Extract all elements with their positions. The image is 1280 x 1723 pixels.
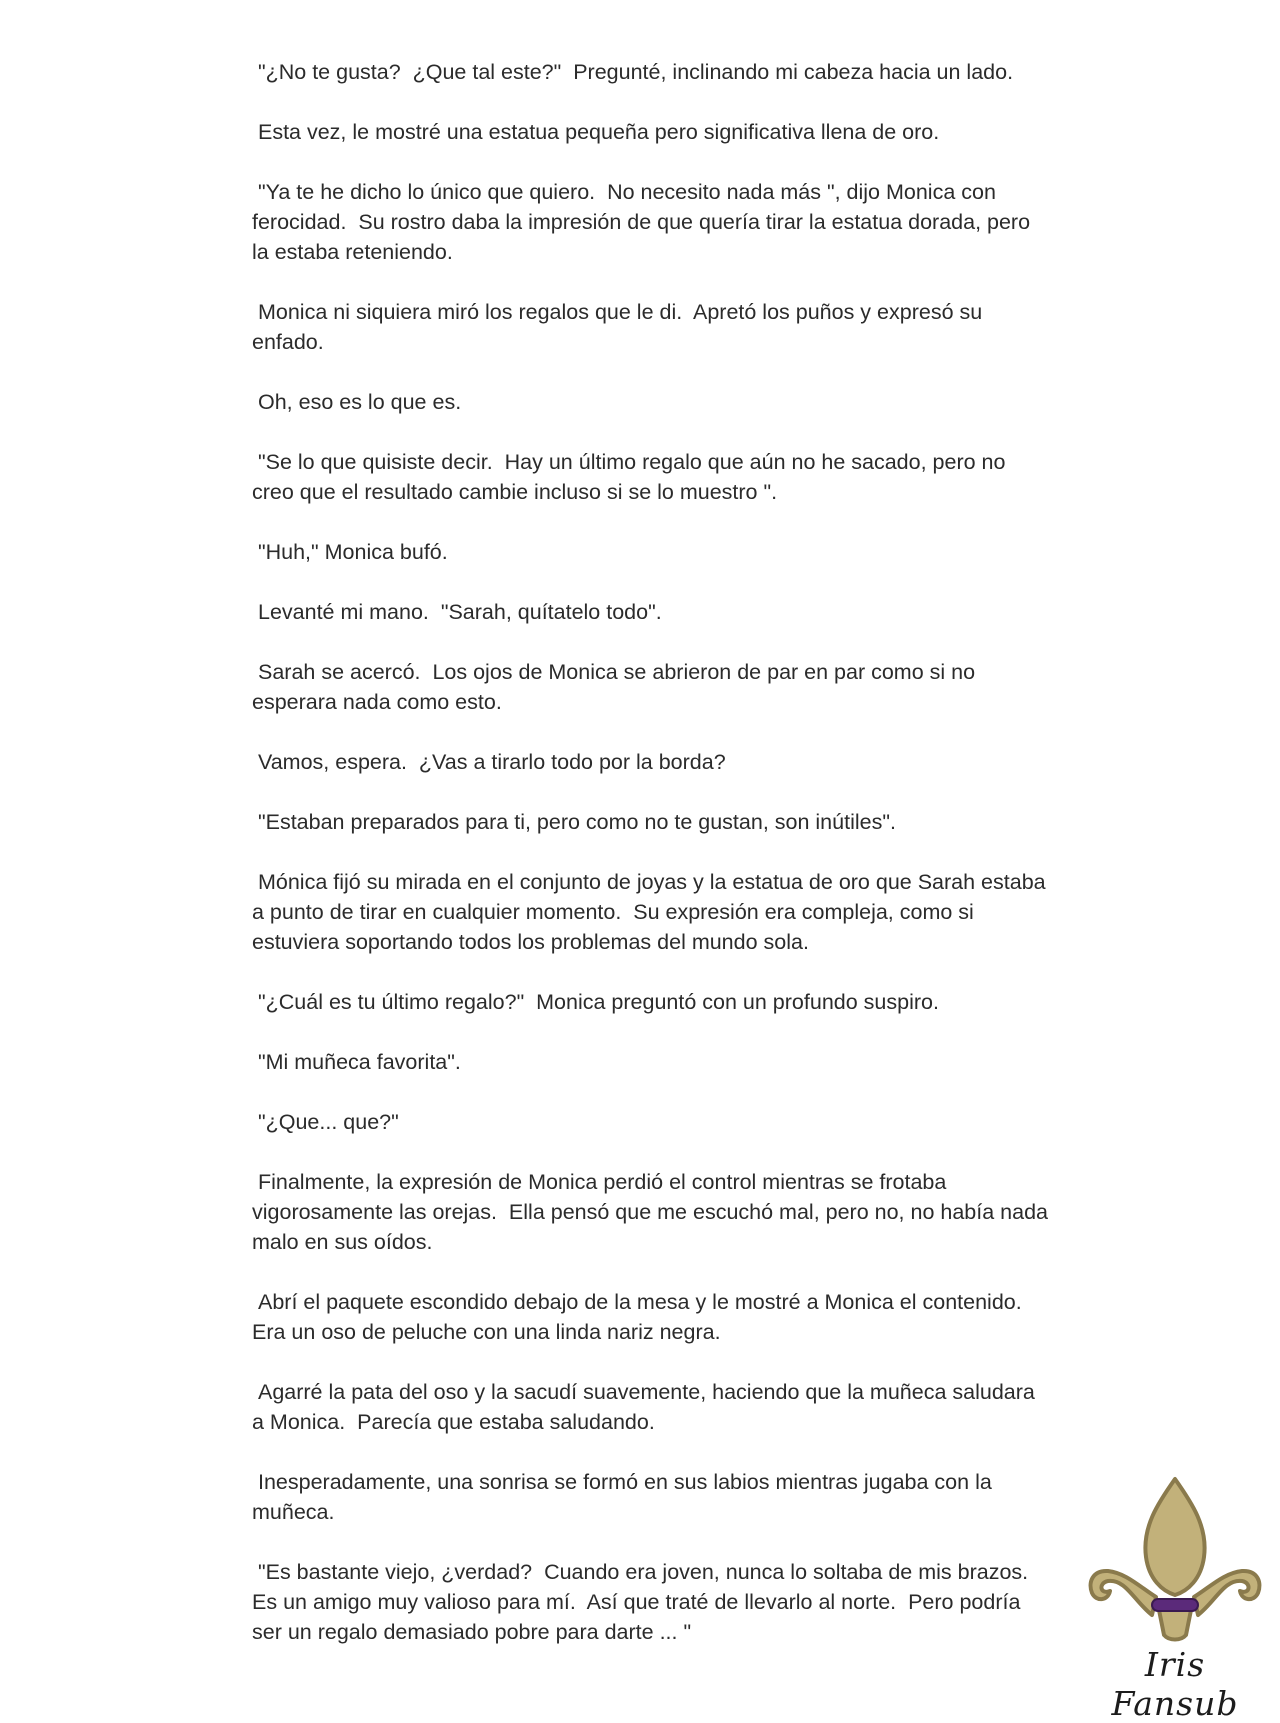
paragraph-14: "Mi muñeca favorita".	[252, 1050, 461, 1074]
iris-fansub-logo	[1080, 1475, 1270, 1723]
paragraph-18: Agarré la pata del oso y la sacudí suavemente, haciendo que la muñeca saludara a Monica. Parecía que estaba saludando.	[252, 1380, 1041, 1434]
document-body	[252, 57, 1052, 1677]
fleur-de-lis-icon	[1086, 1475, 1264, 1645]
band	[1152, 1599, 1198, 1611]
paragraph-17: Abrí el paquete escondido debajo de la mesa y le mostré a Monica el contenido. Era un oso de peluche con una linda nariz negra.	[252, 1290, 1034, 1344]
paragraph-9: Sarah se acercó. Los ojos de Monica se abrieron de par en par como si no esperara nada como esto.	[252, 660, 982, 714]
paragraph-16: Finalmente, la expresión de Monica perdió el control mientras se frotaba vigorosamente las orejas. Ella pensó que me escuchó mal, pero no, no había nada malo en sus oídos.	[252, 1170, 1054, 1254]
paragraph-1: "¿No te gusta? ¿Que tal este?" Pregunté, inclinando mi cabeza hacia un lado.	[252, 60, 1014, 84]
paragraph-5: Oh, eso es lo que es.	[252, 390, 462, 414]
right-petal	[1194, 1571, 1259, 1615]
paragraph-3: "Ya te he dicho lo único que quiero. No necesito nada más ", dijo Monica con ferocidad. Su rostro daba la impresión de que quería tirar la estatua dorada, pero la estaba reteniendo.	[252, 180, 1037, 264]
paragraph-2: Esta vez, le mostré una estatua pequeña pero significativa llena de oro.	[252, 120, 940, 144]
left-petal	[1091, 1571, 1156, 1615]
paragraph-4: Monica ni siquiera miró los regalos que le di. Apretó los puños y expresó su enfado.	[252, 300, 989, 354]
paragraph-7: "Huh," Monica bufó.	[252, 540, 448, 564]
paragraph-20: "Es bastante viejo, ¿verdad? Cuando era joven, nunca lo soltaba de mis brazos. Es un amigo muy valioso para mí. Así que traté de llevarlo al norte. Pero podría ser un regalo demasiado pobre para darte ... "	[252, 1560, 1041, 1644]
paragraph-6: "Se lo que quisiste decir. Hay un último regalo que aún no he sacado, pero no creo que el resultado cambie incluso si se lo muestro ".	[252, 450, 1012, 504]
paragraph-12: Mónica fijó su mirada en el conjunto de joyas y la estatua de oro que Sarah estaba a punto de tirar en cualquier momento. Su expresión era compleja, como si estuviera soportando todos los problemas del mundo sola.	[252, 870, 1052, 954]
paragraph-8: Levanté mi mano. "Sarah, quítatelo todo".	[252, 600, 662, 624]
center-petal	[1145, 1479, 1204, 1595]
paragraph-15: "¿Que... que?"	[252, 1110, 399, 1134]
logo-text: Iris Fansub	[1111, 1645, 1239, 1723]
paragraph-13: "¿Cuál es tu último regalo?" Monica preguntó con un profundo suspiro.	[252, 990, 939, 1014]
paragraph-19: Inesperadamente, una sonrisa se formó en sus labios mientras jugaba con la muñeca.	[252, 1470, 998, 1524]
paragraph-10: Vamos, espera. ¿Vas a tirarlo todo por la borda?	[252, 750, 726, 774]
paragraph-11: "Estaban preparados para ti, pero como no te gustan, son inútiles".	[252, 810, 896, 834]
